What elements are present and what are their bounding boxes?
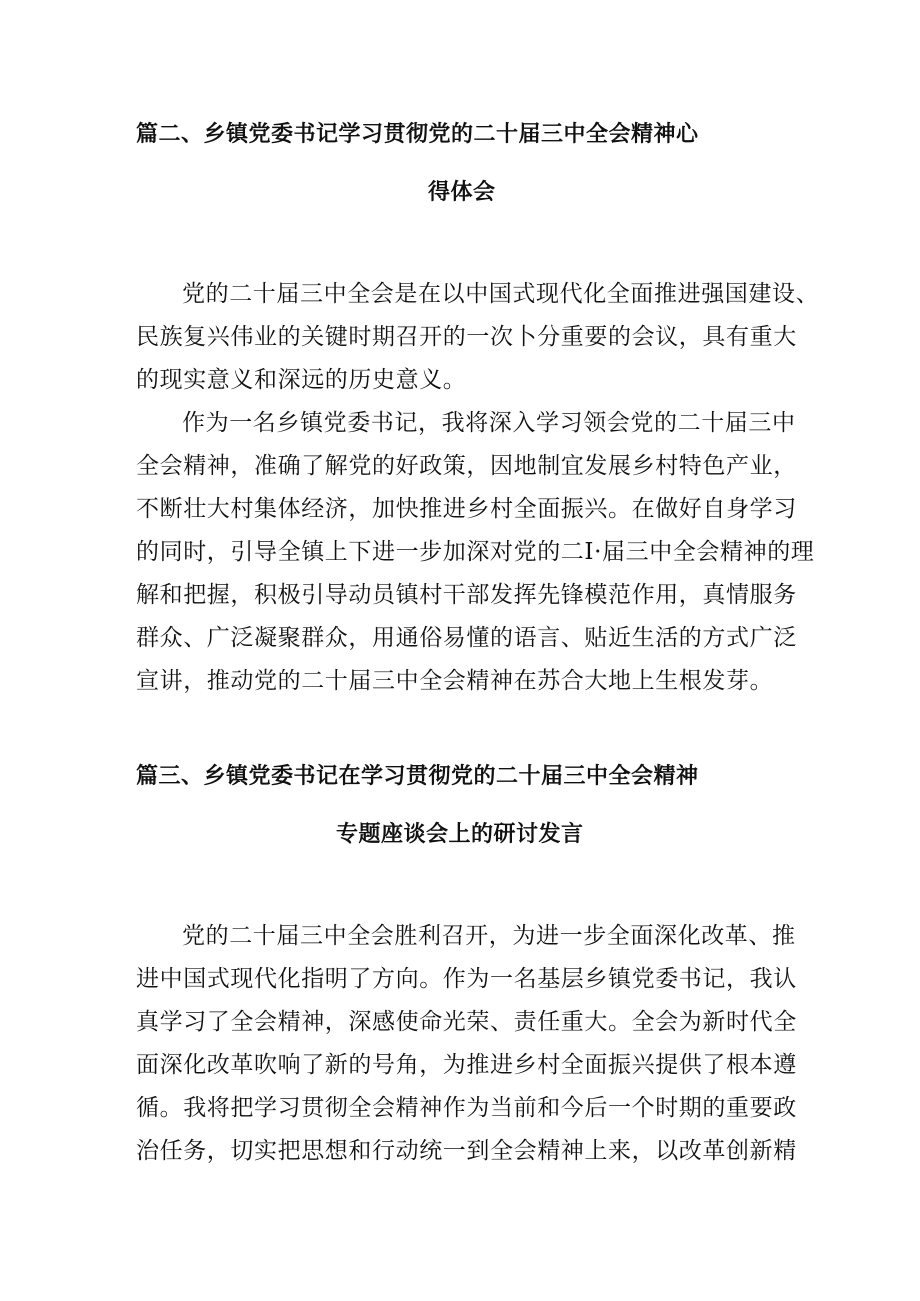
paragraph-line: 不断壮大村集体经济，加快推进乡村全面振兴。在做好自身学习 [136,496,797,522]
paragraph-line: 的同时，引导全镇上下进一步加深对党的二Ι·届三中全会精神的理 [136,539,815,565]
section2-title-line1: 篇二、乡镇党委书记学习贯彻党的二十届三中全会精神心 [136,121,699,147]
section2-title-line2: 得体会 [428,179,496,205]
paragraph-line: 群众、广泛凝聚群众，用通俗易懂的语言、贴近生活的方式广泛 [136,625,797,651]
paragraph-line: 解和把握，积极引导动员镇村干部发挥先锋模范作用，真情服务 [136,582,797,608]
paragraph-line: 进中国式现代化指明了方向。作为一名基层乡镇党委书记，我认 [136,966,797,992]
paragraph-line: 党的二十届三中全会是在以中国式现代化全面推进强国建设、 [182,281,820,307]
section3-title-line2: 专题座谈会上的研讨发言 [336,821,584,847]
paragraph-line: 真学习了全会精神，深感使命光荣、责任重大。全会为新时代全 [136,1009,797,1035]
paragraph-line: 党的二十届三中全会胜利召开，为进一步全面深化改革、推 [182,923,796,949]
paragraph-line: 治任务，切实把思想和行动统一到全会精神上来，以改革创新精 [136,1138,797,1164]
section3-title-line1: 篇三、乡镇党委书记在学习贯彻党的二十届三中全会精神 [136,763,699,789]
paragraph-line: 面深化改革吹响了新的号角，为推进乡村全面振兴提供了根本遵 [136,1052,797,1078]
paragraph-line: 全会精神，准确了解党的好政策，因地制宜发展乡村特色产业， [136,453,797,479]
paragraph-line: 的现实意义和深远的历史意义。 [136,367,467,393]
paragraph-line: 民族复兴伟业的关键时期召开的一次卜分重要的会议，具有重大 [136,324,797,350]
paragraph-line: 作为一名乡镇党委书记，我将深入学习领会党的二十届三中 [182,410,796,436]
paragraph-line: 循。我将把学习贯彻全会精神作为当前和今后一个时期的重要政 [136,1095,797,1121]
paragraph-line: 宣讲，推动党的二十届三中全会精神在苏合大地上生根发芽。 [136,668,774,694]
